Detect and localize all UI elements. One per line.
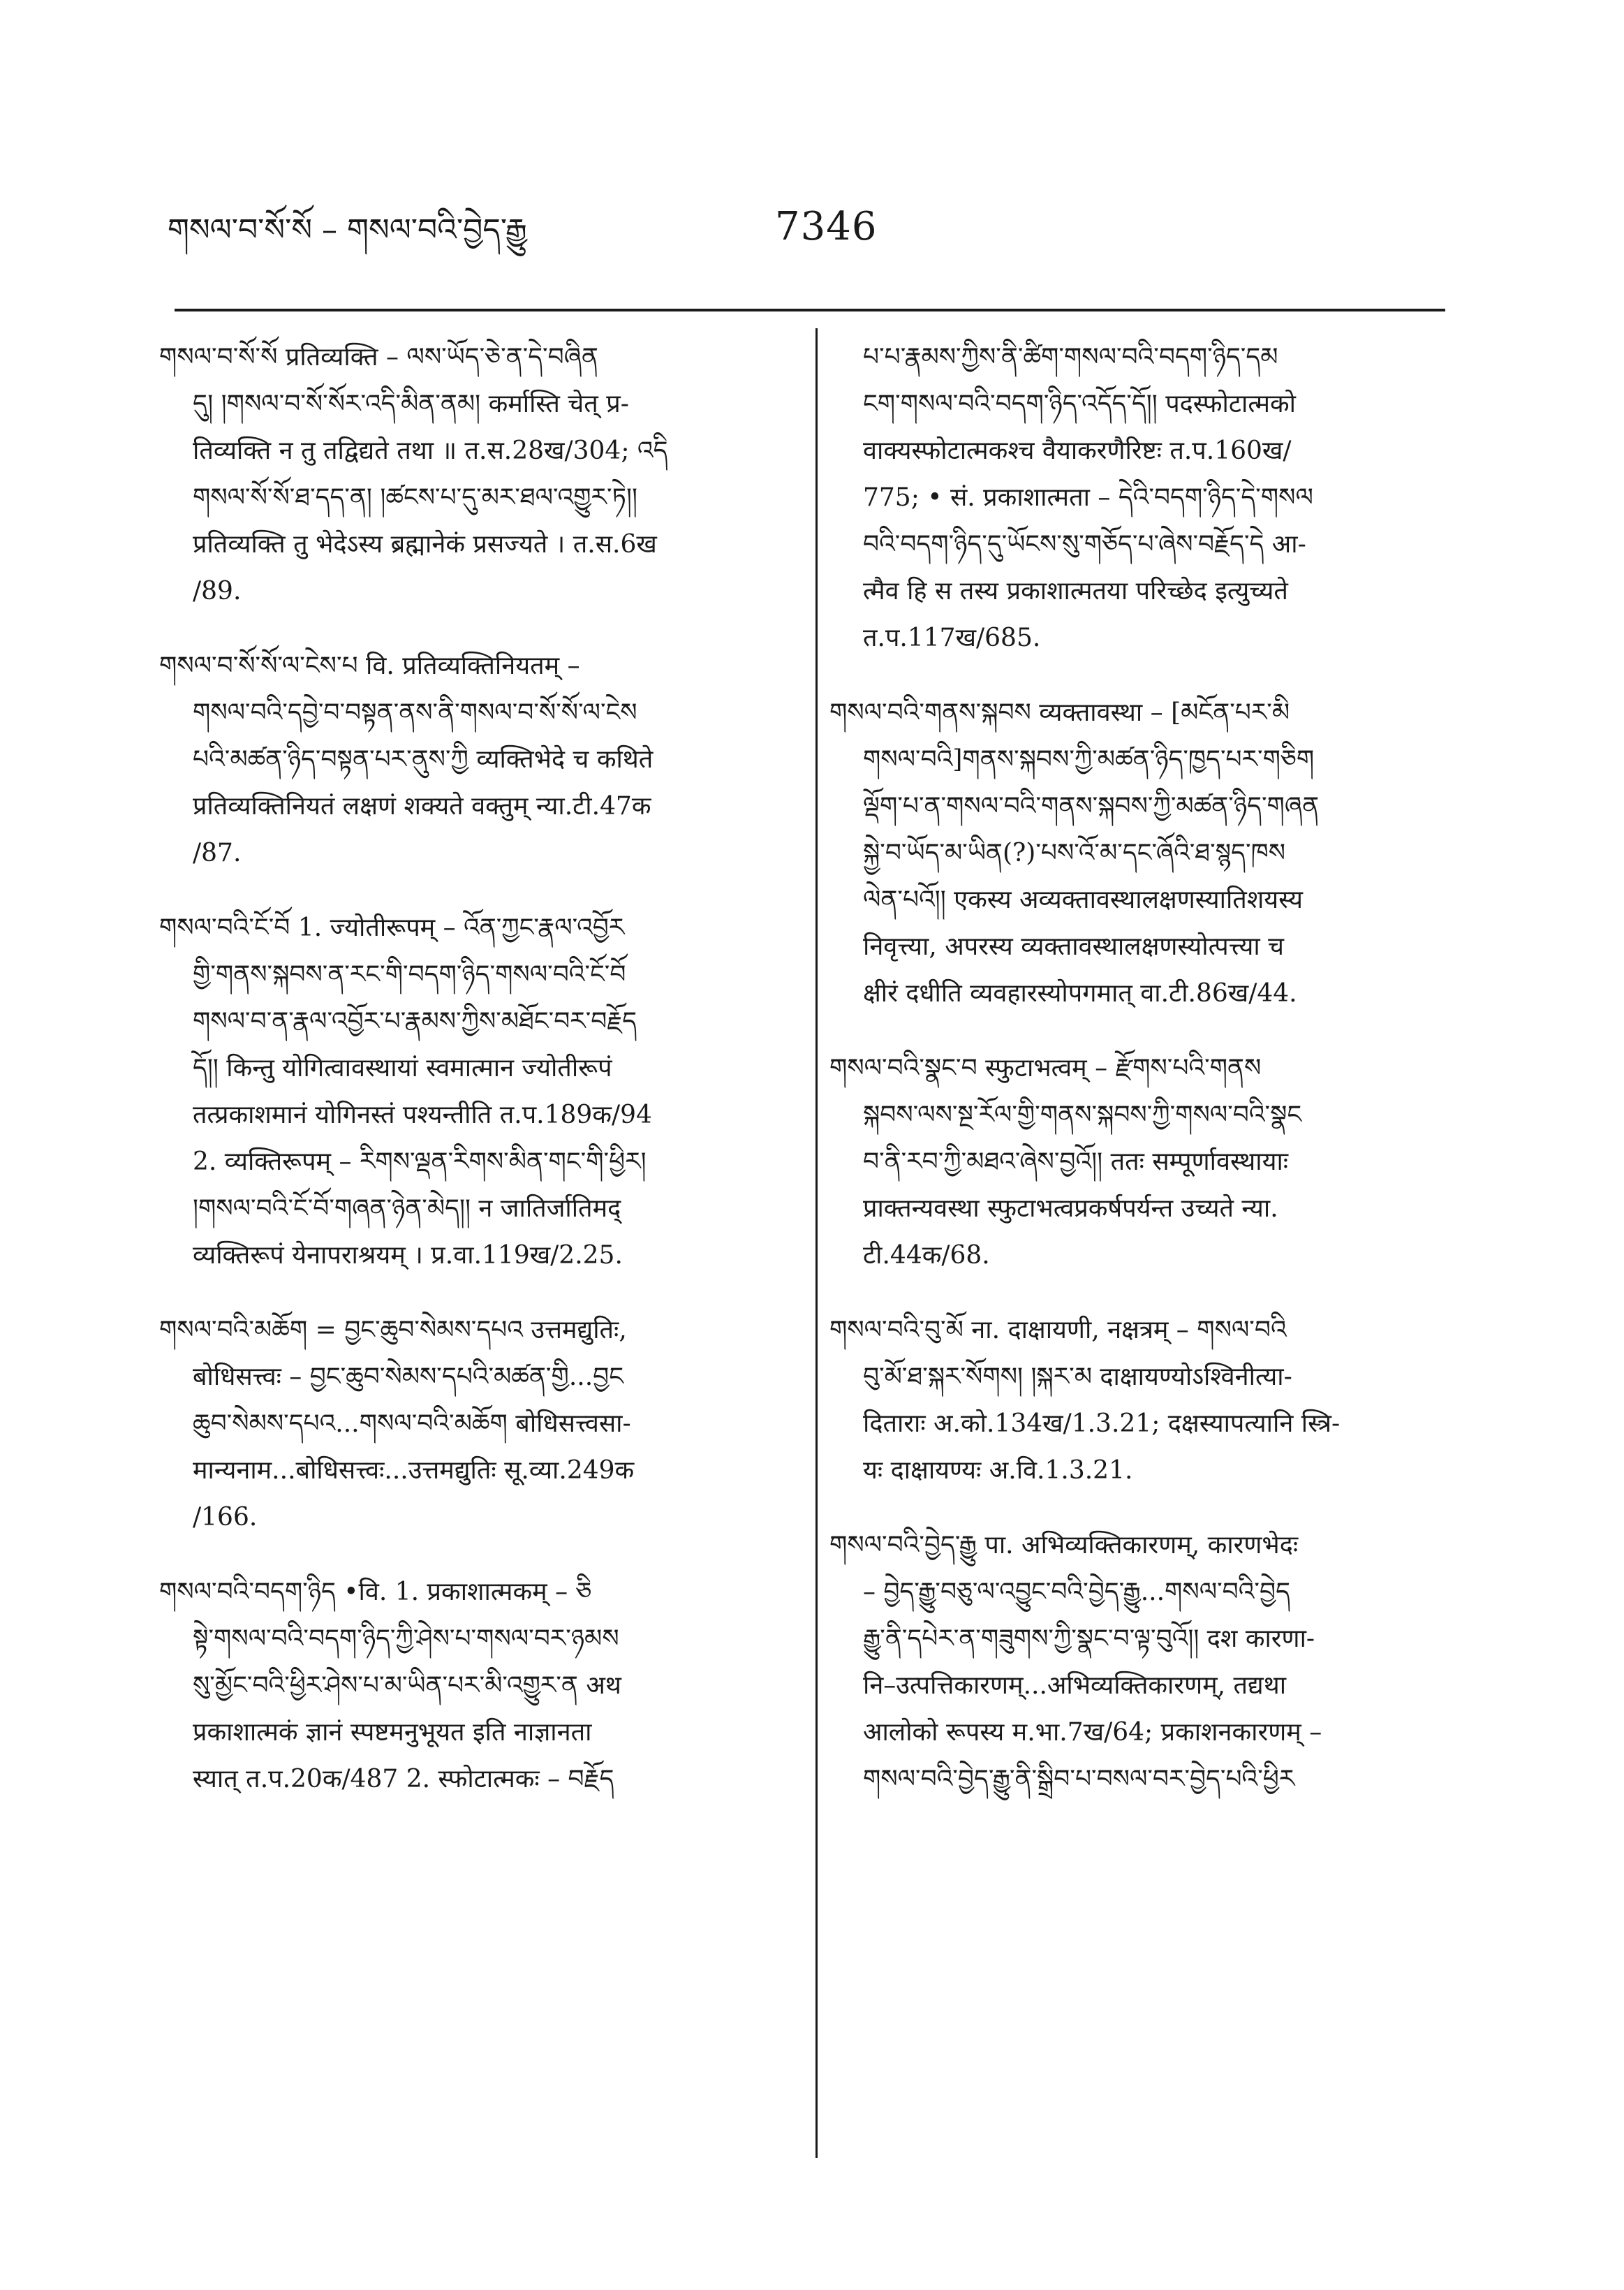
entry-line: तिव्यक्ति न तु तद्विद्यते तथा ॥ त.स.28ख/304; འདི — [193, 436, 668, 465]
entry-line: གྱི་གནས་སྐབས་ན་རང་གི་བདག་ཉིད་གསལ་བའི་ངོ་བོ — [193, 960, 626, 989]
entry-line: व्यक्तिरूपं येनापराश्रयम् । प्र.वा.119ख/2.25. — [193, 1241, 623, 1270]
page-number: 7346 — [775, 204, 878, 249]
dictionary-entry — [159, 643, 791, 876]
entry-text — [159, 904, 791, 1279]
entry-line: 775; • सं. प्रकाशात्मता – དེའི་བདག་ཉིད་དེ་གསལ — [863, 483, 1313, 512]
entry-line: स्यात् त.प.20क/487 2. स्फोटात्मकः – བརྗོད — [193, 1765, 614, 1793]
entry-line: གསལ་བ་སོ་སོ प्रतिव्यक्ति – ལས་ཡོད་ཅེ་ན་དེ་བཞིན — [159, 343, 598, 372]
entry-line: क्षीरं दधीति व्यवहारस्योपगमात् वा.टी.86ख/44. — [863, 979, 1297, 1008]
entry-line: ཆུབ་སེམས་དཔའ...གསལ་བའི་མཆོག बोधिसत्त्वसा- — [193, 1409, 631, 1438]
entry-line: བའི་བདག་ཉིད་དུ་ཡོངས་སུ་གཅོད་པ་ཞེས་བརྗོད་དེ आ- — [863, 530, 1306, 559]
entry-text — [829, 1307, 1451, 1494]
entry-line: གསལ་བའི་གནས་སྐབས व्यक्तावस्था – [མངོན་པར་མི — [829, 698, 1290, 727]
entry-line: གསལ་བའི་དབྱེ་བ་བསྟན་ནས་ནི་གསལ་བ་སོ་སོ་ལ་ངེས — [193, 698, 637, 727]
entry-line: 2. व्यक्तिरूपम् – རིགས་ལྡན་རིགས་མིན་གང་གི་ཕྱིར། — [193, 1147, 647, 1176]
entry-line: दिताराः अ.को.134ख/1.3.21; दक्षस्यापत्यानि स्त्रि- — [863, 1409, 1341, 1438]
entry-line: སྐབས་ལས་སྔ་རོལ་གྱི་གནས་སྐབས་ཀྱི་གསལ་བའི་སྣང — [863, 1101, 1302, 1129]
entry-text — [159, 1307, 791, 1541]
entry-line: སྟེ་གསལ་བའི་བདག་ཉིད་ཀྱི་ཤེས་པ་གསལ་བར་ཉམས — [193, 1624, 619, 1653]
entry-line: ལེན་པའོ།། एकस्य अव्यक्तावस्थालक्षणस्यातिशयस्य — [863, 886, 1304, 914]
entry-line: །གསལ་བའི་ངོ་བོ་གཞན་ཉེན་མེད།། न जातिर्जातिमद् — [193, 1194, 621, 1223]
entry-text — [159, 334, 791, 615]
entry-text — [159, 1569, 791, 1803]
dictionary-entry — [829, 1307, 1451, 1494]
entry-line: ངག་གསལ་བའི་བདག་ཉིད་འདོད་དོ།། पदस्फोटात्मको — [863, 390, 1296, 418]
left-column — [159, 334, 791, 1830]
entry-line: टी.44क/68. — [863, 1241, 990, 1270]
dictionary-entry — [829, 1522, 1451, 1803]
entry-line: དུ། །གསལ་བ་སོ་སོར་འདི་མིན་ནམ། कर्मास्ति चेत् प्र- — [193, 390, 629, 418]
column-divider — [815, 328, 818, 2158]
entry-line: གསལ་བའི་བདག་ཉིད •वि. 1. प्रकाशात्मकम् – ཅི — [159, 1578, 592, 1606]
entry-text — [829, 334, 1451, 661]
entry-line: /89. — [193, 577, 242, 605]
entry-line: གསལ་བ་སོ་སོ་ལ་ངེས་པ वि. प्रतिव्यक्तिनियतम् – — [159, 652, 580, 680]
right-column — [829, 334, 1451, 1830]
dictionary-entry — [829, 1045, 1451, 1279]
entry-line: སྐྱེ་བ་ཡོད་མ་ཡིན(?)་པས་འོ་མ་དང་ཞོའི་ཐ་སྙད་ཁས — [863, 839, 1286, 867]
entry-line: – བྱེད་རྒྱུ་བཅུ་ལ་འབྱུང་བའི་བྱེད་རྒྱུ...གསལ་བའི་བྱེད — [863, 1578, 1290, 1606]
entry-line: གསལ་སོ་སོ་ཐ་དད་ན། །ཚངས་པ་དུ་མར་ཐལ་འགྱུར་ཏེ།། — [193, 483, 637, 512]
entry-line: བུ་མོ་ཐ་སྐར་སོགས། །སྐར་མ दाक्षायण्योऽश्विनीत्या- — [863, 1363, 1292, 1391]
entry-line: प्रतिव्यक्ति तु भेदेऽस्य ब्रह्मानेकं प्रसज्यते । त.स.6ख — [193, 530, 657, 559]
entry-line: རྒྱུ་ནི་དཔེར་ན་གཟུགས་ཀྱི་སྣང་བ་ལྟ་བུའོ།། दश कारणा- — [863, 1624, 1315, 1653]
dictionary-entry — [159, 904, 791, 1279]
entry-line: པ་པ་རྣམས་ཀྱིས་ནི་ཚིག་གསལ་བའི་བདག་ཉིད་དམ — [863, 343, 1278, 372]
entry-line: གསལ་བའི་མཆོག = བྱང་ཆུབ་སེམས་དཔའ उत्तमद्युतिः, — [159, 1316, 627, 1344]
entry-text — [829, 1522, 1451, 1803]
entry-line: मान्यनाम...बोधिसत्त्वः...उत्तमद्युतिः सू.व्या.249क — [193, 1456, 635, 1485]
entry-line: प्रतिव्यक्तिनियतं लक्षणं शक्यते वक्तुम् न्या.टी.47क — [193, 792, 651, 821]
entry-line: པའི་མཚན་ཉིད་བསྟན་པར་ནུས་ཀྱི व्यक्तिभेदे च कथिते — [193, 745, 654, 774]
dictionary-entry — [159, 334, 791, 615]
entry-line: यः दाक्षायण्यः अ.वि.1.3.21. — [863, 1456, 1133, 1485]
header-rule — [175, 309, 1445, 311]
entry-line: बोधिसत्त्वः – བྱང་ཆུབ་སེམས་དཔའི་མཚན་གྱི...བྱང — [193, 1363, 624, 1391]
entry-line: प्राक्तन्यवस्था स्फुटाभत्वप्रकर्षपर्यन्त उच्यते न्या. — [863, 1194, 1278, 1223]
dictionary-entry — [829, 689, 1451, 1017]
entry-line: ལྡོག་པ་ན་གསལ་བའི་གནས་སྐབས་ཀྱི་མཚན་ཉིད་གཞན — [863, 792, 1320, 821]
entry-text — [159, 643, 791, 876]
dictionary-entry — [159, 1569, 791, 1803]
entry-line: བ་ནི་རབ་ཀྱི་མཐའ་ཞེས་བྱའོ།། ततः सम्पूर्णावस्थायाः — [863, 1147, 1289, 1176]
entry-line: དོ།། किन्तु योगित्वावस्थायां स्वमात्मान ज्योतीरूपं — [193, 1054, 612, 1082]
entry-text — [829, 1045, 1451, 1279]
entry-line: /166. — [193, 1503, 258, 1532]
entry-line: སུ་མྱོང་བའི་ཕྱིར་ཤེས་པ་མ་ཡིན་པར་མི་འགྱུར་ན अथ — [193, 1671, 621, 1700]
entry-line: आलोको रूपस्य म.भा.7ख/64; प्रकाशनकारणम् – — [863, 1718, 1322, 1747]
entry-line: གསལ་བའི་བྱེད་རྒྱུ་ནི་སྒྲིབ་པ་བསལ་བར་བྱེད་པའི་ཕྱིར — [863, 1765, 1295, 1793]
entry-line: གསལ་བའི་སྣང་བ स्फुटाभत्वम् – རྫོགས་པའི་གནས — [829, 1054, 1262, 1082]
entry-line: प्रकाशात्मकं ज्ञानं स्पष्टमनुभूयत इति नाज्ञानता — [193, 1718, 592, 1747]
entry-line: वाक्यस्फोटात्मकश्च वैयाकरणैरिष्टः त.प.160ख/ — [863, 436, 1292, 465]
running-head: གསལ་བ་སོ་སོ – གསལ་བའི་བྱེད་རྒྱུ — [168, 212, 527, 248]
dictionary-entry — [159, 1307, 791, 1541]
entry-line: གསལ་བའི]གནས་སྐབས་ཀྱི་མཚན་ཉིད་ཁྱད་པར་གཅིག — [863, 745, 1315, 774]
entry-line: གསལ་བ་ན་རྣལ་འབྱོར་པ་རྣམས་ཀྱིས་མཐོང་བར་བརྗོད — [193, 1007, 637, 1036]
entry-line: གསལ་བའི་བུ་མོ ना. दाक्षायणी, नक्षत्रम् – གསལ་བའི — [829, 1316, 1287, 1344]
entry-line: གསལ་བའི་ངོ་བོ 1. ज्योतीरूपम् – འོན་ཀྱང་རྣལ་འབྱོར — [159, 913, 625, 942]
entry-text — [829, 689, 1451, 1017]
dictionary-entry — [829, 334, 1451, 661]
entry-line: /87. — [193, 839, 242, 867]
entry-line: तत्प्रकाशमानं योगिनस्तं पश्यन्तीति त.प.189क/94 — [193, 1101, 652, 1129]
entry-line: त्मैव हि स तस्य प्रकाशात्मतया परिच्छेद इत्युच्यते — [863, 577, 1288, 605]
entry-line: नि–उत्पत्तिकारणम्...अभिव्यक्तिकारणम्, तद्यथा — [863, 1671, 1287, 1700]
entry-line: निवृत्त्या, अपरस्य व्यक्तावस्थालक्षणस्योत्पत्त्या च — [863, 932, 1285, 961]
entry-line: त.प.117ख/685. — [863, 624, 1041, 652]
entry-line: གསལ་བའི་བྱེད་རྒྱུ पा. अभिव्यक्तिकारणम्, कारणभेदः — [829, 1531, 1299, 1559]
